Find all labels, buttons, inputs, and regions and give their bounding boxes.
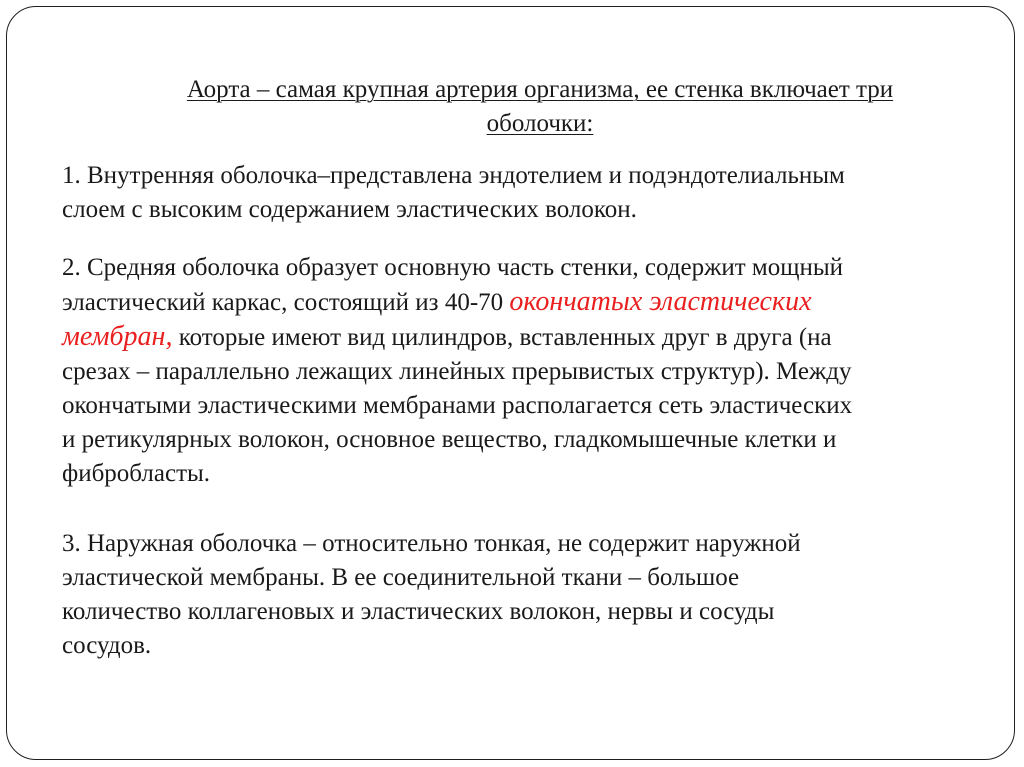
p2-line-2-lead: эластический каркас, состоящий из 40-70 [62, 289, 510, 316]
p3-line-2: эластической мембраны. В ее соединительной ткани – большое [62, 564, 740, 591]
title-line-2: оболочки: [486, 110, 594, 137]
p3-line-4: сосудов. [62, 632, 152, 659]
p2-line-6: и ретикулярных волокон, основное вещество, гладкомышечные клетки и [62, 426, 837, 453]
p2-line-4: срезах – параллельно лежащих линейных прерывистых структур). Между [62, 358, 852, 385]
p1-line-1: 1. Внутренняя оболочка–представлена эндотелием и подэндотелиальным [62, 162, 845, 189]
p2-line-1: 2. Средняя оболочка образует основную часть стенки, содержит мощный [62, 254, 844, 281]
paragraph-outer-layer [62, 527, 1014, 663]
p2-line-3-tail: которые имеют вид цилиндров, вставленных друг в друга (на [172, 324, 832, 351]
p2-line-5: окончатыми эластическими мембранами располагается сеть эластических [62, 392, 853, 419]
highlight-fenestrated-elastic: окончатых эластических [509, 286, 812, 317]
paragraph-middle-layer [62, 251, 1014, 491]
paragraph-inner-layer [62, 159, 1014, 227]
p1-line-2: слоем с высоким содержанием эластических волокон. [62, 196, 637, 223]
title-line-1: Аорта – самая крупная артерия организма, ее стенка включает три [186, 76, 894, 103]
p2-line-7: фибробласты. [62, 460, 211, 487]
slide-title [60, 73, 1020, 141]
p3-line-3: количество коллагеновых и эластических волокон, нервы и сосуды [62, 598, 775, 625]
highlight-membranes: мембран, [62, 321, 173, 352]
p3-line-1: 3. Наружная оболочка – относительно тонкая, не содержит наружной [62, 530, 801, 557]
